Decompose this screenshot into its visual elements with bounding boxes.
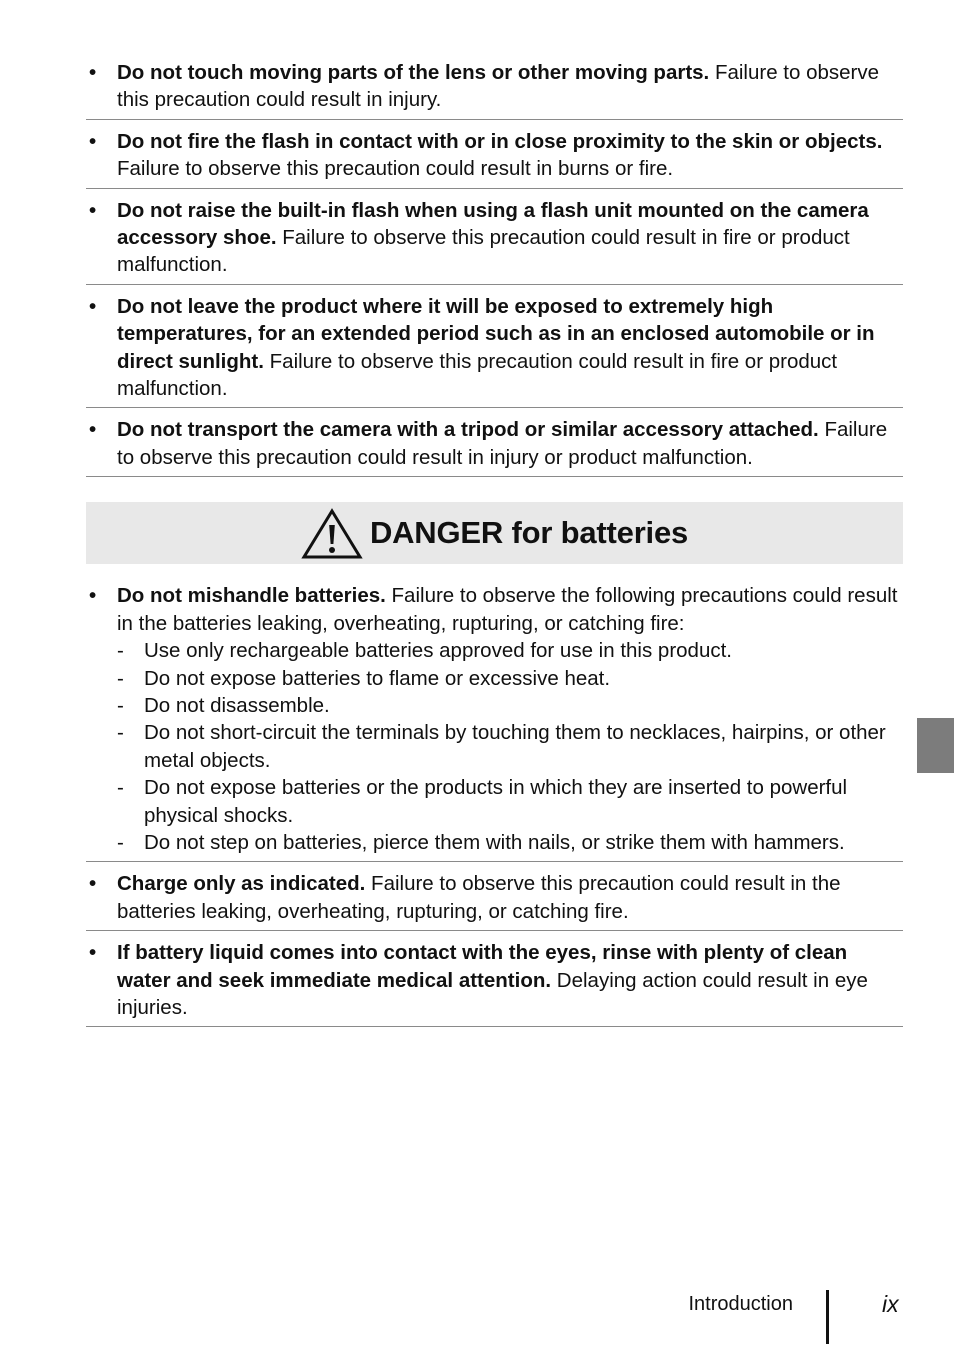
bullet: •: [89, 418, 97, 442]
sub-precaution-text: Do not expose batteries to flame or excessive heat.: [144, 666, 611, 690]
sub-precaution-item: [117, 692, 903, 719]
page-number: ix: [882, 1291, 899, 1317]
precaution-heading: Do not mishandle batteries.: [117, 584, 386, 608]
battery-precautions-list: [86, 581, 903, 1027]
page-content: [86, 58, 903, 1034]
precaution-text: Failure to observe the following precautions could result in the batteries leaking, overheating, rupturing, or catching fire:: [117, 584, 898, 635]
sub-precaution-item: [117, 719, 903, 774]
precaution-heading: Do not leave the product where it will be exposed to extremely high temperatures, for an extended period such as in an enclosed automobile or in direct sunlight.: [117, 294, 875, 373]
precaution-item: [86, 292, 903, 409]
precaution-item: [86, 196, 903, 285]
precaution-heading: Do not raise the built-in flash when using a flash unit mounted on the camera accessory shoe.: [117, 198, 869, 250]
precaution-text: Failure to observe this precaution could result in fire or product malfunction.: [117, 226, 850, 277]
precaution-text: Failure to observe this precaution could result in fire or product malfunction.: [117, 349, 838, 401]
precaution-heading: If battery liquid comes into contact with the eyes, rinse with plenty of clean water and seek immediate medical attention.: [117, 941, 848, 992]
sub-precaution-item: [117, 829, 903, 856]
precaution-text: Failure to observe this precaution could result in burns or fire.: [117, 157, 674, 181]
sub-precaution-item: [117, 665, 903, 692]
dash: -: [117, 830, 124, 854]
footer-divider: [826, 1290, 829, 1344]
top-precautions-list: [86, 58, 903, 477]
bullet: •: [89, 61, 97, 84]
footer-section-label: Introduction: [688, 1293, 793, 1315]
precaution-heading: Do not fire the flash in contact with or in close proximity to the skin or objects.: [117, 129, 883, 153]
dash: -: [117, 666, 124, 690]
precaution-item: [86, 58, 903, 120]
dash: -: [117, 721, 124, 745]
section-title: DANGER for batteries: [369, 515, 689, 551]
danger-banner: [86, 502, 903, 564]
precaution-item: [86, 869, 903, 931]
sub-precaution-text: Do not step on batteries, pierce them with nails, or strike them with hammers.: [144, 830, 845, 854]
precaution-item: [86, 127, 903, 189]
precaution-item: [86, 581, 903, 862]
precaution-item: [86, 938, 903, 1027]
chapter-side-tab: [917, 718, 954, 773]
sub-precaution-list: [117, 637, 903, 856]
bullet: •: [89, 129, 97, 153]
bullet: •: [89, 198, 97, 222]
bullet: •: [89, 872, 97, 896]
precaution-item: [86, 415, 903, 477]
bullet: •: [89, 294, 97, 318]
dash: -: [117, 639, 124, 663]
sub-precaution-text: Do not disassemble.: [144, 693, 330, 717]
warning-triangle-icon: [301, 508, 363, 560]
precaution-heading: Do not touch moving parts of the lens or other moving parts.: [117, 61, 710, 84]
precaution-heading: Do not transport the camera with a tripod or similar accessory attached.: [117, 418, 819, 442]
dash: -: [117, 776, 124, 800]
sub-precaution-text: Do not short-circuit the terminals by touching them to necklaces, hairpins, or other metal objects.: [144, 721, 886, 772]
sub-precaution-item: [117, 637, 903, 664]
precaution-heading: Charge only as indicated.: [117, 872, 366, 896]
precaution-text: Delaying action could result in eye injuries.: [117, 968, 868, 1019]
dash: -: [117, 693, 124, 717]
bullet: •: [89, 941, 97, 965]
precaution-text: Failure to observe this precaution could result in injury or product malfunction.: [117, 418, 888, 469]
sub-precaution-text: Do not expose batteries or the products in which they are inserted to powerful physical shocks.: [144, 776, 848, 827]
precaution-text: Failure to observe this precaution could result in injury.: [117, 61, 880, 112]
precaution-text: Failure to observe this precaution could result in the batteries leaking, overheating, rupturing, or catching fire.: [117, 872, 841, 923]
bullet: •: [89, 584, 97, 608]
sub-precaution-text: Use only rechargeable batteries approved for use in this product.: [144, 639, 733, 663]
sub-precaution-item: [117, 774, 903, 829]
